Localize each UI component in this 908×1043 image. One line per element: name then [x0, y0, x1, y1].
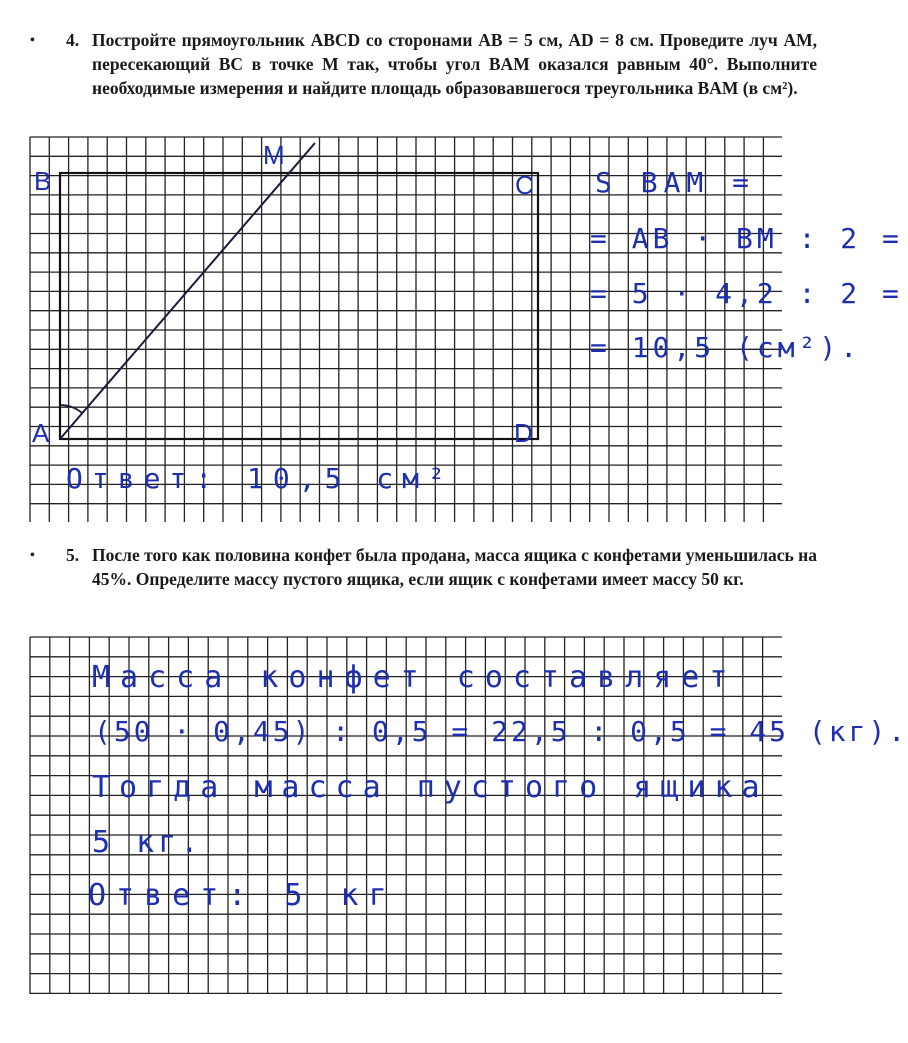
- task-4-solution-line-1: S BAM =: [595, 166, 756, 199]
- task-5-solution-line-2: (50 · 0,45) : 0,5 = 22,5 : 0,5 = 45 (кг).: [94, 715, 908, 748]
- task-5-text: После того как половина конфет была продана, масса ящика с конфетами уменьшилась на 45%. Определите массу пустого ящика, если ящик с конфетами имеет массу 50 кг.: [92, 545, 818, 589]
- label-c: C: [515, 170, 534, 200]
- task-4-text: Постройте прямоугольник ABCD со сторонами AB = 5 см, AD = 8 см. Проведите луч AM, пересекающий BC в точке M так, чтобы угол BAM оказался равным 40°. Выполните необходимые измерения и найдите площадь образовавшегося треугольника BAM (в см²).: [92, 30, 817, 98]
- task-4-answer: Ответ: 10,5 см²: [66, 462, 454, 495]
- task-4-solution-line-2: = AB · BM : 2 =: [590, 222, 903, 255]
- task-4-number: 4.: [66, 30, 80, 50]
- task-4: [30, 28, 817, 128]
- task-5-answer: Ответ: 5 кг: [88, 878, 397, 913]
- label-d: D: [514, 418, 533, 448]
- task-4-bullet: •: [30, 33, 35, 48]
- label-m: M: [263, 140, 285, 170]
- rectangle-abcd: [60, 173, 538, 439]
- task-5-solution-line-1: Масса конфет составляет: [92, 660, 738, 695]
- task-5-number: 5.: [66, 545, 80, 565]
- task-5: [30, 543, 818, 623]
- task-4-solution-line-4: = 10,5 (см²).: [590, 331, 862, 364]
- task-5-solution-line-3: Тогда масса пустого ящика: [92, 770, 769, 805]
- angle-arc: [60, 405, 82, 413]
- label-b: B: [34, 166, 52, 196]
- task-5-solution-line-4: 5 кг.: [92, 825, 203, 860]
- label-a: A: [32, 418, 50, 448]
- task-5-bullet: •: [30, 548, 35, 563]
- task-4-solution-line-3: = 5 · 4,2 : 2 =: [590, 277, 903, 310]
